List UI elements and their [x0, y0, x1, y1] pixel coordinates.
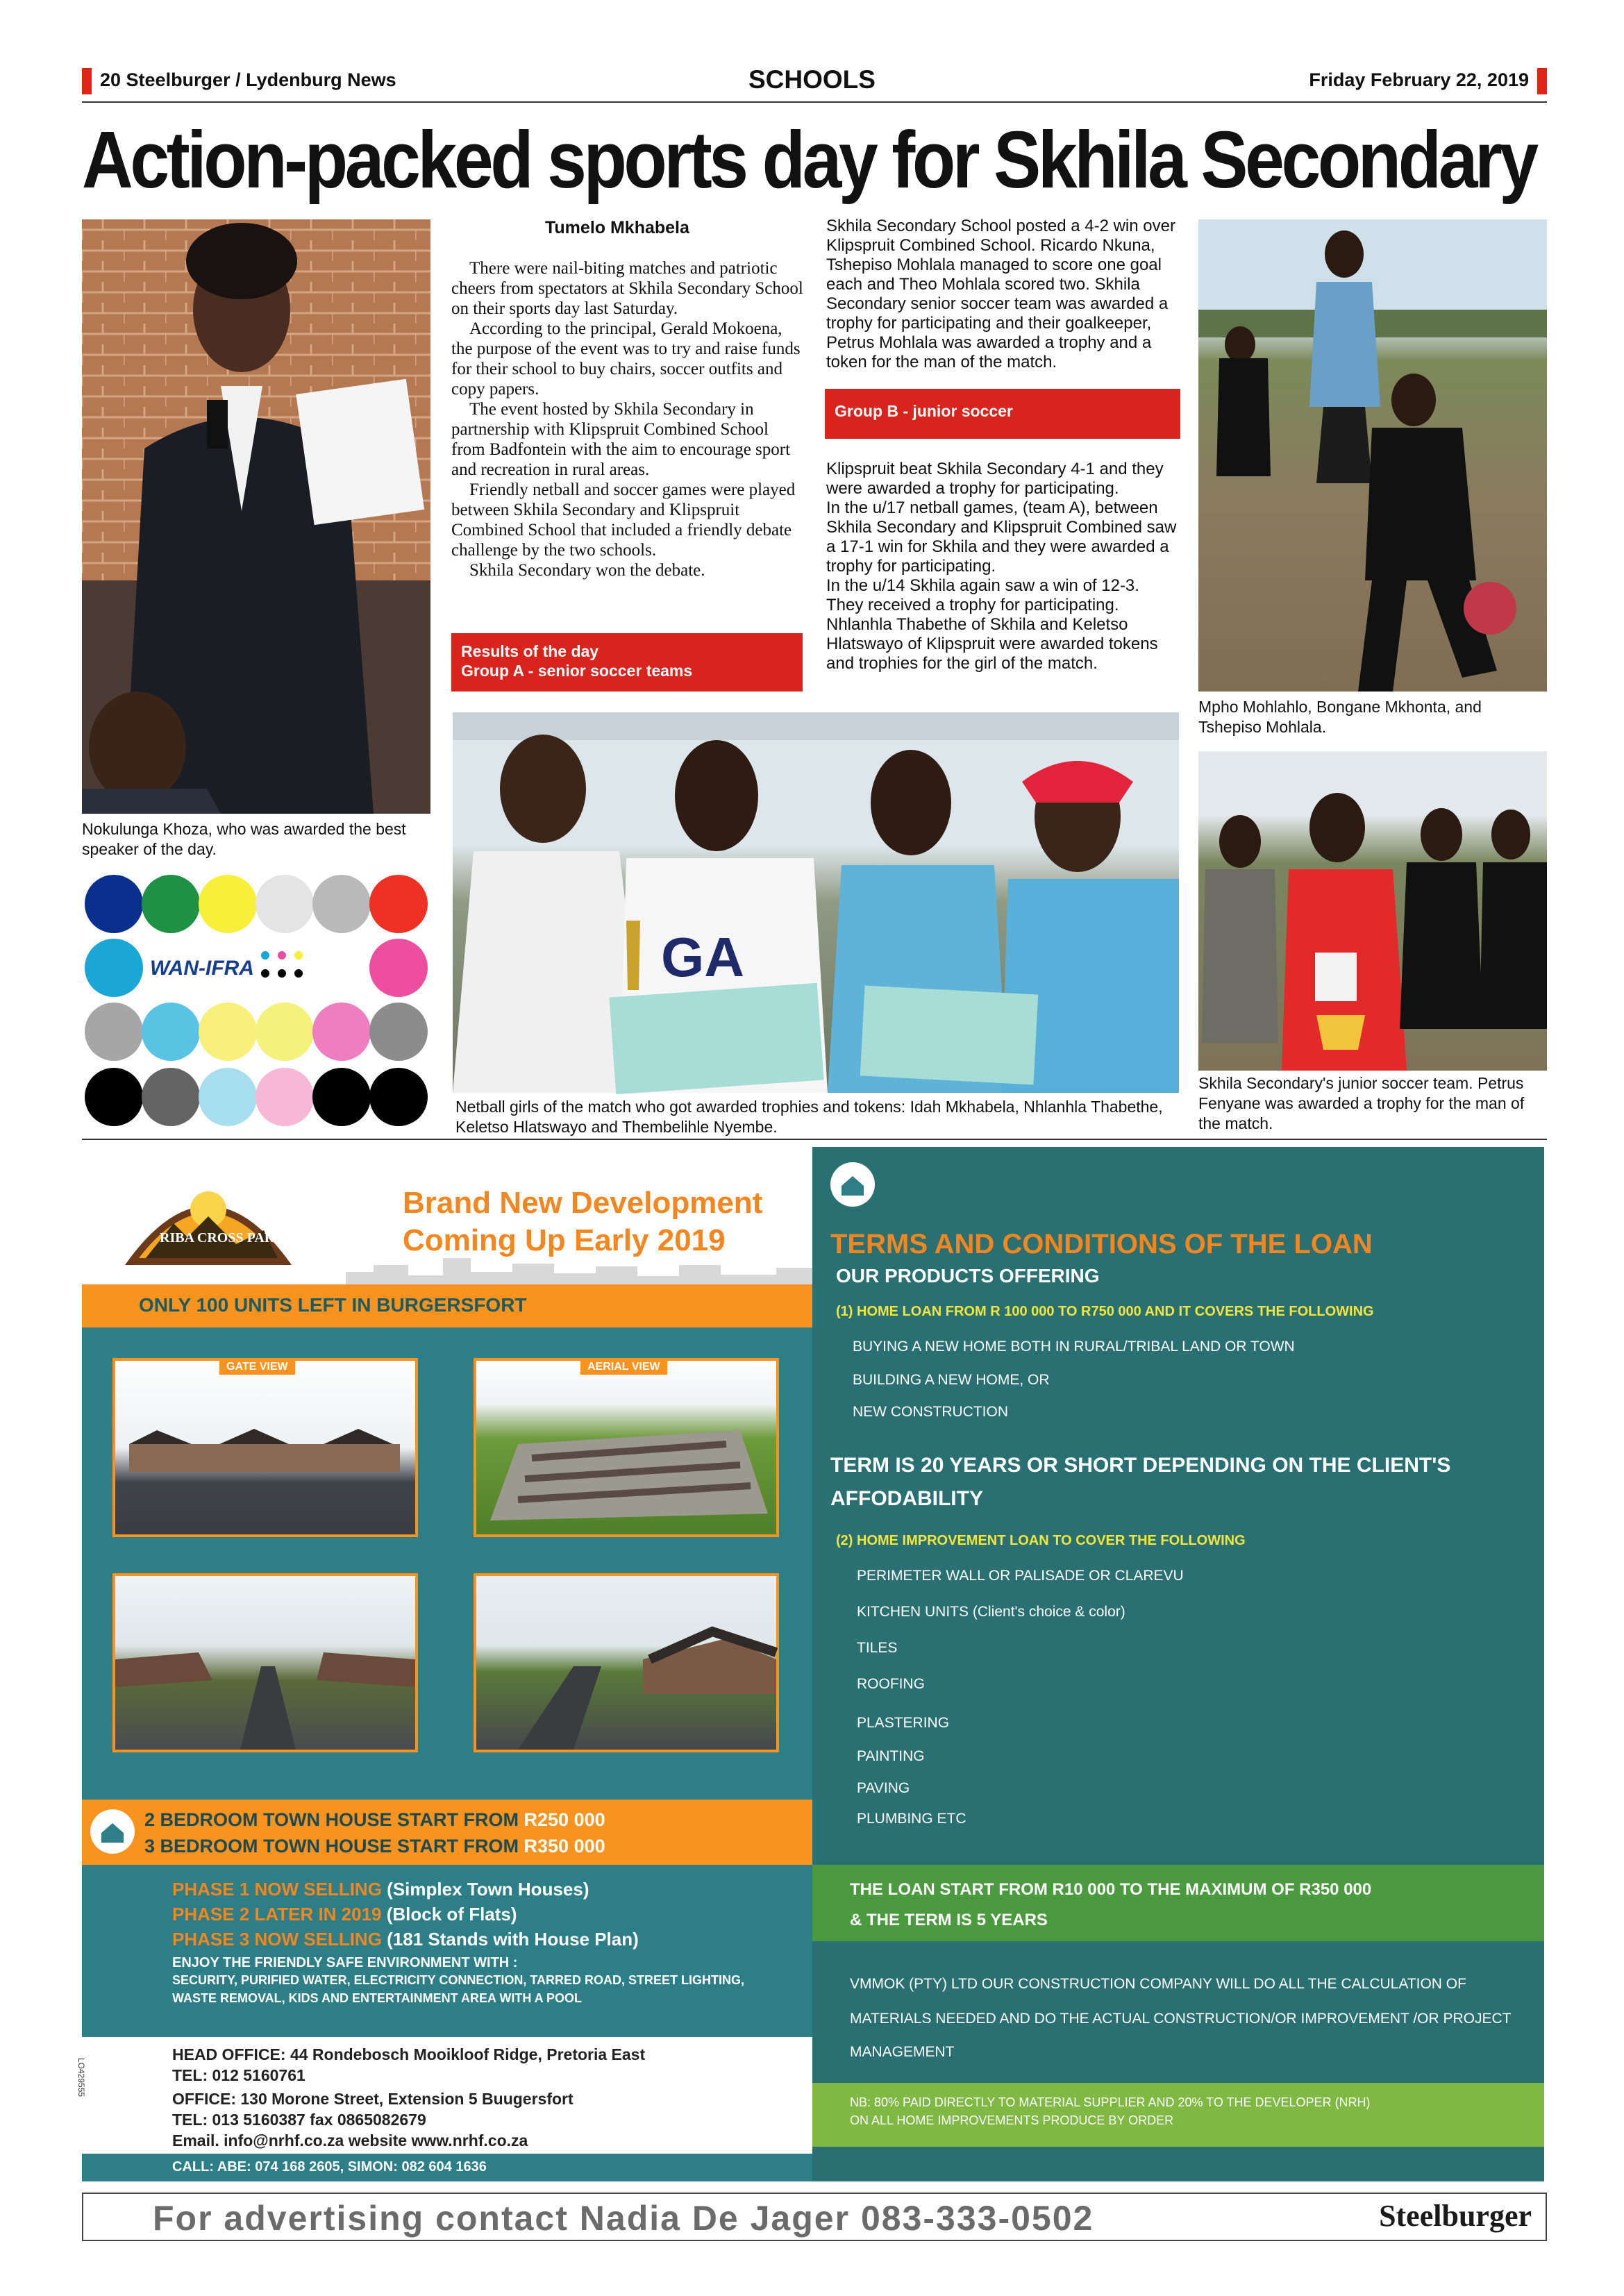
nb-line1: NB: 80% PAID DIRECTLY TO MATERIAL SUPPLIER AND 20% TO THE DEVELOPER (NRH): [850, 2095, 1371, 2109]
phases-panel: [82, 1865, 812, 2037]
junior-team-photo: [1198, 751, 1547, 1071]
phase3-label: PHASE 3 NOW SELLING: [172, 1929, 382, 1950]
office-tel: TEL: 013 5160387 fax 0865082679: [172, 2111, 426, 2129]
ad-title-line2: Coming Up Early 2019: [403, 1223, 726, 1257]
street-render-1: [112, 1573, 418, 1752]
logo-art: [118, 1161, 299, 1272]
netball-caption: Netball girls of the match who got awarded trophies and tokens: Idah Mkhabela, Nhlanhla Thabethe, Keletso Hlatswayo and Thembelihle Nyembe.: [455, 1098, 1163, 1136]
phase1-label: PHASE 1 NOW SELLING: [172, 1879, 382, 1900]
units-left-banner: [82, 1284, 812, 1327]
contact-panel: [76, 2037, 812, 2181]
rooftop-silhouette: [82, 1258, 812, 1286]
ad-title-line1: Brand New Development: [403, 1186, 763, 1220]
improvement-item: PAVING: [857, 1780, 910, 1796]
street-render-1-art: [115, 1576, 415, 1750]
paragraph: In the u/17 netball games, (team A), between Skhila Secondary and Klipspruit Combined saw a 17-1 win for Skhila and they were awarded a trophy for participating.: [826, 498, 1177, 576]
ad-reference: LO429555: [76, 2058, 86, 2097]
street-render-2: [474, 1573, 779, 1752]
article-byline: Tumelo Mkhabela: [545, 218, 689, 237]
bedroom2-text: 2 BEDROOM TOWN HOUSE START FROM: [144, 1809, 519, 1830]
improvement-item: PAINTING: [857, 1748, 925, 1764]
netball-girls-photo: [453, 712, 1179, 1093]
terms-title: TERMS AND CONDITIONS OF THE LOAN: [830, 1229, 1373, 1259]
article-body-col2-bottom: [826, 460, 1179, 673]
rooftop-art: [82, 1258, 812, 1286]
gate-view-render: [112, 1358, 418, 1537]
page-number-publication: 20 Steelburger / Lydenburg News: [100, 69, 396, 90]
header-accent-left: [82, 68, 92, 94]
swatch-pale-cyan: [199, 1068, 257, 1126]
email-website: Email. info@nrhf.co.za website www.nrhf.co.za: [172, 2131, 528, 2150]
swatch-yellow: [199, 875, 257, 933]
head-office: HEAD OFFICE: 44 Rondebosch Mooikloof Ridge, Pretoria East: [172, 2045, 646, 2063]
junior-team-photo-art: [1198, 751, 1547, 1071]
amenities-line2: WASTE REMOVAL, KIDS AND ENTERTAINMENT AREA WITH A POOL: [172, 1991, 582, 2005]
improvement-title: (2) HOME IMPROVEMENT LOAN TO COVER THE FOLLOWING: [836, 1533, 1246, 1548]
head-office-tel: TEL: 012 5160761: [172, 2066, 305, 2084]
swatch-pale-yellow: [256, 1003, 314, 1061]
street-render-2-art: [476, 1576, 776, 1750]
office-address: OFFICE: 130 Morone Street, Extension 5 Buugersfort: [172, 2090, 574, 2108]
improvement-item: TILES: [857, 1640, 898, 1656]
aerial-view-art: [476, 1361, 776, 1534]
header-rule: [82, 101, 1547, 103]
paragraph: There were nail-biting matches and patriotic cheers from spectators at Skhila Secondary School on their sports day last Saturday.: [451, 259, 803, 318]
vmmok-line1: VMMOK (PTY) LTD OUR CONSTRUCTION COMPANY WILL DO ALL THE CALCULATION OF: [850, 1976, 1466, 1992]
vmmok-line3: MANAGEMENT: [850, 2044, 955, 2060]
bedroom2-price: R250 000: [524, 1809, 605, 1830]
issue-date: Friday February 22, 2019: [1309, 69, 1529, 90]
phase2-label: PHASE 2 LATER IN 2019: [172, 1904, 382, 1925]
swatch-cyan: [85, 939, 143, 997]
ad-development-panel: [76, 1147, 812, 2181]
advertising-contact: For advertising contact Nadia De Jager 083-333-0502: [153, 2199, 1094, 2238]
loan-start-banner: [812, 1865, 1544, 1941]
swatch-grey: [312, 875, 371, 933]
section-title: SCHOOLS: [748, 65, 876, 94]
home-loan-title: (1) HOME LOAN FROM R 100 000 TO R750 000 AND IT COVERS THE FOLLOWING: [836, 1304, 1374, 1319]
swatch-light-grey: [256, 875, 314, 933]
speaker-caption: Nokulunga Khoza, who was awarded the best speaker of the day.: [82, 820, 406, 858]
swatch-black: [85, 1068, 143, 1126]
swatch-black-3: [369, 1068, 428, 1126]
swatch-dark-grey: [369, 1003, 428, 1061]
improvement-item: PLUMBING ETC: [857, 1811, 966, 1827]
article-body-col1: [451, 258, 804, 580]
phase3-detail: (181 Stands with House Plan): [387, 1929, 639, 1950]
swatch-black-2: [312, 1068, 371, 1126]
gate-view-label: GATE VIEW: [219, 1359, 295, 1375]
soccer-players-caption: Mpho Mohlahlo, Bongane Mkhonta, and Tshepiso Mohlala.: [1198, 698, 1482, 736]
house-icon: [90, 1809, 135, 1854]
header-accent-right: [1537, 68, 1547, 94]
paragraph: According to the principal, Gerald Mokoena, the purpose of the event was to try and raise funds for their school to buy chairs, soccer outfits and copy papers.: [451, 319, 801, 399]
price-banner: [82, 1800, 812, 1865]
phase1-detail: (Simplex Town Houses): [387, 1879, 589, 1900]
gate-view-art: [115, 1361, 415, 1534]
registration-dots: [261, 951, 324, 986]
swatch-pale-pink: [256, 1068, 314, 1126]
results-box: [451, 633, 803, 692]
enjoy-text: ENJOY THE FRIENDLY SAFE ENVIRONMENT WITH :: [172, 1955, 518, 1970]
term-line1: TERM IS 20 YEARS OR SHORT DEPENDING ON THE CLIENT'S: [830, 1454, 1451, 1477]
house-icon-art: [90, 1809, 135, 1854]
paragraph: In the u/14 Skhila again saw a win of 12-3. They received a trophy for participating. Nhlanhla Thabethe of Skhila and Keletso Hlatswayo of Klipspruit were awarded tokens and trophies for the girl of the match.: [826, 576, 1158, 673]
amenities-line1: SECURITY, PURIFIED WATER, ELECTRICITY CONNECTION, TARRED ROAD, STREET LIGHTING,: [172, 1973, 745, 1987]
wan-ifra-logo: WAN-IFRA: [150, 957, 254, 980]
swatch-charcoal: [142, 1068, 200, 1126]
bedroom3-text: 3 BEDROOM TOWN HOUSE START FROM: [144, 1836, 519, 1857]
article-body-col2-top: Skhila Secondary School posted a 4-2 win over Klipspruit Combined School. Ricardo Nkuna, Tshepiso Mohlala managed to score one goal each and Theo Mohlala scored two. Skhila Secondary senior soccer team was awarded a trophy for participating and their goalkeeper, Petrus Mohlala was awarded a trophy and a token for the man of the match.: [826, 217, 1175, 371]
paragraph: The event hosted by Skhila Secondary in partnership with Klipspruit Combined School from Badfontein with the aim to encourage sport and recreation in rural areas.: [451, 400, 791, 479]
results-subtitle: Group A - senior soccer teams: [461, 662, 693, 680]
property-loan-advert: [76, 1147, 1544, 2181]
logo-text: RIBA CROSS PARK: [160, 1230, 285, 1246]
swatch-pink: [312, 1003, 371, 1061]
junior-team-caption: Skhila Secondary's junior soccer team. Petrus Fenyane was awarded a trophy for the man of the match.: [1198, 1074, 1525, 1132]
home-item: BUILDING A NEW HOME, OR: [853, 1372, 1050, 1388]
steelburger-logo: Steelburger: [1379, 2199, 1532, 2233]
swatch-light-yellow: [199, 1003, 257, 1061]
home-item: NEW CONSTRUCTION: [853, 1404, 1008, 1420]
call-numbers: CALL: ABE: 074 168 2605, SIMON: 082 604 1636: [172, 2159, 487, 2175]
loan-start-text: THE LOAN START FROM R10 000 TO THE MAXIMUM OF R350 000: [850, 1880, 1372, 1899]
page-header: [82, 65, 1547, 100]
bedroom3-price: R350 000: [524, 1836, 605, 1857]
improvement-item: PLASTERING: [857, 1715, 950, 1731]
phase1-line: [172, 1879, 589, 1900]
products-title: OUR PRODUCTS OFFERING: [836, 1265, 1100, 1287]
paragraph: Klipspruit beat Skhila Secondary 4-1 and they were awarded a trophy for participating.: [826, 460, 1164, 498]
home-item: BUYING A NEW HOME BOTH IN RURAL/TRIBAL LAND OR TOWN: [853, 1339, 1295, 1355]
speaker-photo: [82, 219, 430, 814]
paragraph: Friendly netball and soccer games were played between Skhila Secondary and Klipspruit Combined School that included a friendly debate challenge by the two schools.: [451, 480, 796, 560]
svg-text:GA: GA: [661, 926, 744, 988]
phase2-detail: (Block of Flats): [386, 1904, 517, 1925]
color-calibration-bar: [82, 866, 433, 1137]
bedroom3-line: [144, 1836, 605, 1857]
phase3-line: [172, 1929, 639, 1950]
swatch-grey-2: [85, 1003, 143, 1061]
phase2-line: [172, 1904, 517, 1925]
improvement-item: ROOFING: [857, 1676, 925, 1692]
units-left-text: ONLY 100 UNITS LEFT IN BURGERSFORT: [139, 1294, 527, 1316]
loan-term-text: & THE TERM IS 5 YEARS: [850, 1911, 1048, 1929]
aerial-view-render: [474, 1358, 779, 1537]
netball-photo-art: [453, 712, 1179, 1093]
results-title: Results of the day: [461, 642, 599, 660]
ad-loan-panel: [812, 1147, 1544, 2181]
soccer-players-photo: [1198, 219, 1547, 692]
swatch-blue: [85, 875, 143, 933]
improvement-item: PERIMETER WALL OR PALISADE OR CLAREVU: [857, 1568, 1184, 1584]
swatch-magenta: [369, 939, 428, 997]
riba-cross-park-logo: [118, 1161, 299, 1272]
nb-banner: [812, 2083, 1544, 2147]
loan-house-icon-art: [830, 1162, 875, 1207]
improvement-item: KITCHEN UNITS (Client's choice & color): [857, 1604, 1125, 1620]
loan-house-icon: [830, 1162, 875, 1207]
swatch-light-cyan: [142, 1003, 200, 1061]
bedroom2-line: [144, 1809, 605, 1831]
swatch-red: [369, 875, 428, 933]
soccer-photo-art: [1198, 219, 1547, 692]
advertising-footer: [82, 2193, 1547, 2241]
ad-top-rule: [82, 1139, 1547, 1140]
vmmok-line2: MATERIALS NEEDED AND DO THE ACTUAL CONSTRUCTION/OR IMPROVEMENT /OR PROJECT: [850, 2011, 1512, 2027]
speaker-photo-art: [82, 219, 430, 814]
article-headline: Action-packed sports day for Skhila Secondary: [82, 115, 1536, 205]
term-line2: AFFODABILITY: [830, 1487, 983, 1510]
group-b-box: Group B - junior soccer: [825, 389, 1180, 439]
aerial-view-label: AERIAL VIEW: [580, 1359, 667, 1375]
swatch-green: [142, 875, 200, 933]
paragraph: Skhila Secondary won the debate.: [469, 561, 705, 580]
call-bar: [82, 2154, 812, 2181]
nb-line2: ON ALL HOME IMPROVEMENTS PRODUCE BY ORDER: [850, 2113, 1174, 2127]
